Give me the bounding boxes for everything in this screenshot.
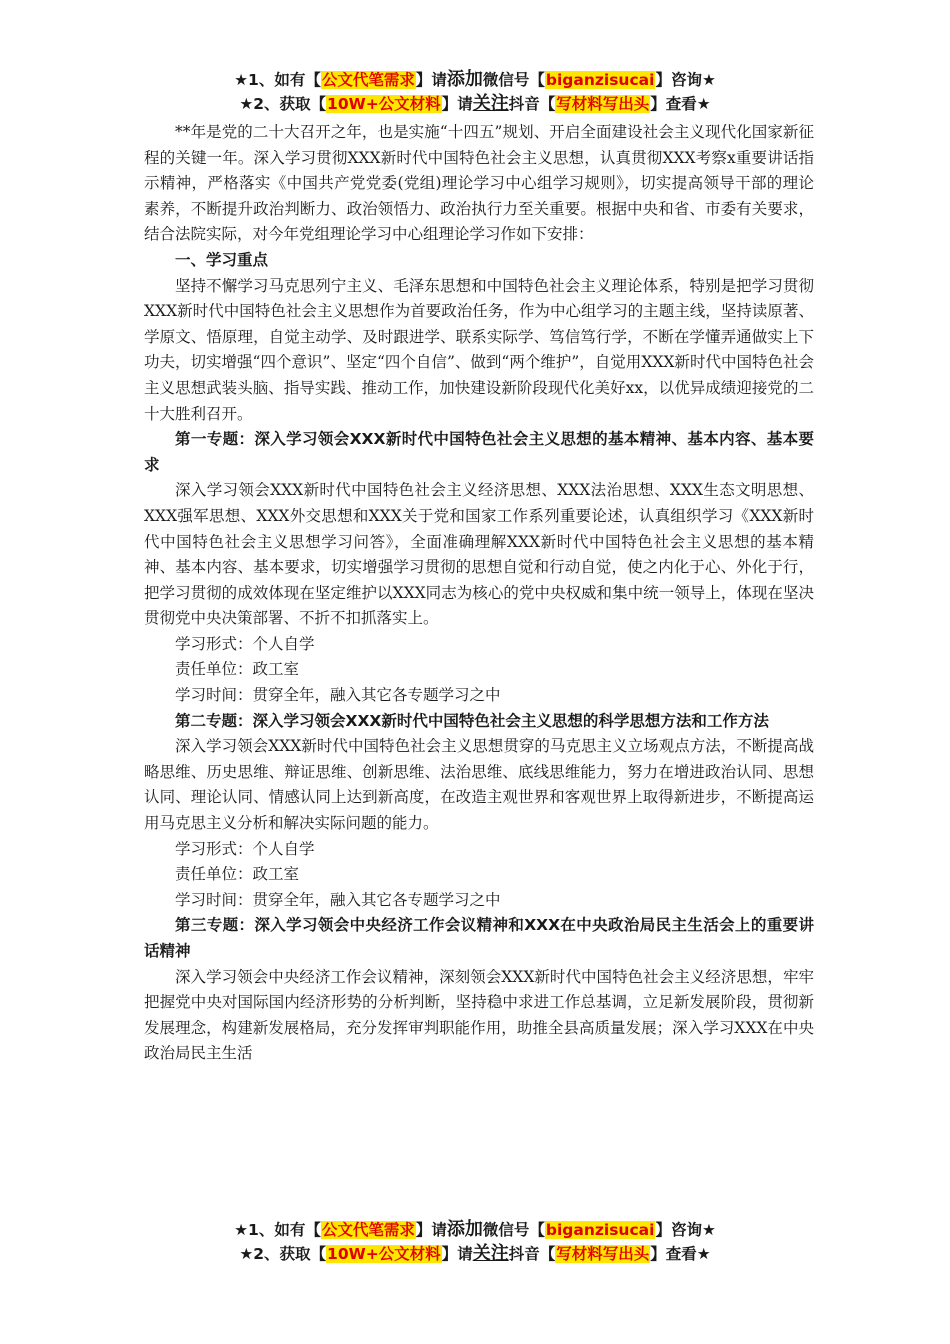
study-time: 学习时间：贯穿全年，融入其它各专题学习之中 xyxy=(175,890,501,909)
topic-heading: 第二专题：深入学习领会XXX新时代中国特色社会主义思想的科学思想方法和工作方法 xyxy=(175,711,769,730)
banner-highlight: biganzisucai xyxy=(545,71,655,89)
body-paragraph: 深入学习领会XXX新时代中国特色社会主义思想贯穿的马克思主义立场观点方法，不断提高战略思维、历史思维、辩证思维、创新思维、法治思维、底线思维能力，努力在增进政治认同、思想认同、理论认同、情感认同上达到新高度，在改造主观世界和客观世界上取得新进步，不断提高运用马克思主义分析和解决实际问题的能力。 xyxy=(144,737,814,833)
ad-banner-bottom xyxy=(0,1218,950,1266)
banner-text: 微信号【 xyxy=(482,71,545,89)
banner-highlight: 10W+公文材料 xyxy=(327,95,441,113)
banner-text: ★1、如有【 xyxy=(234,71,321,89)
topic-heading: 第三专题：深入学习领会中央经济工作会议精神和XXX在中央政治局民主生活会上的重要讲话精神 xyxy=(144,916,814,960)
banner-highlight: 公文代笔需求 xyxy=(321,1221,415,1239)
intro-paragraph: **年是党的二十大召开之年，也是实施“十四五”规划、开启全面建设社会主义现代化国家新征程的关键一年。深入学习贯彻XXX新时代中国特色社会主义思想，认真贯彻XXX考察x重要讲话指示精神，严格落实《中国共产党党委(党组)理论学习中心组学习规则》，切实提高领导干部的理论素养，不断提升政治判断力、政治领悟力、政治执行力至关重要。根据中央和省、市委有关要求，结合法院实际，对今年党组理论学习中心组理论学习作如下安排： xyxy=(144,123,814,244)
banner-text: 抖音【 xyxy=(508,95,556,113)
banner-text: 】咨询★ xyxy=(655,71,716,89)
banner-text: ★2、获取【 xyxy=(239,1245,327,1263)
banner-emphasis: 添加 xyxy=(446,1219,483,1240)
responsible-unit: 责任单位：政工室 xyxy=(175,865,300,884)
banner-highlight: 写材料写出头 xyxy=(556,1245,650,1263)
study-form: 学习形式：个人自学 xyxy=(175,634,315,653)
section-heading: 一、学习重点 xyxy=(175,250,269,269)
banner-highlight: 公文代笔需求 xyxy=(321,71,415,89)
banner-text: ★2、获取【 xyxy=(239,95,327,113)
banner-text: 】请 xyxy=(441,95,473,113)
ad-banner-top xyxy=(0,68,950,116)
banner-emphasis: 关注 xyxy=(472,1243,509,1264)
banner-text: 】查看★ xyxy=(650,1245,711,1263)
document-body xyxy=(144,120,814,1067)
responsible-unit: 责任单位：政工室 xyxy=(175,660,300,679)
banner-emphasis: 关注 xyxy=(472,93,509,114)
banner-line-2 xyxy=(0,1242,950,1266)
body-paragraph: 深入学习领会XXX新时代中国特色社会主义经济思想、XXX法治思想、XXX生态文明思想、XXX强军思想、XXX外交思想和XXX关于党和国家工作系列重要论述，认真组织学习《XXX新时代中国特色社会主义思想学习问答》，全面准确理解XXX新时代中国特色社会主义思想的基本精神、基本内容、基本要求，切实增强学习贯彻的思想自觉和行动自觉，使之内化于心、外化于行，把学习贯彻的成效体现在坚定维护以XXX同志为核心的党中央权威和集中统一领导上，体现在坚决贯彻党中央决策部署、不折不扣抓落实上。 xyxy=(144,481,814,628)
banner-line-1 xyxy=(0,68,950,92)
banner-text: 】请 xyxy=(415,1221,447,1239)
body-paragraph: 坚持不懈学习马克思列宁主义、毛泽东思想和中国特色社会主义理论体系，特别是把学习贯彻XXX新时代中国特色社会主义思想作为首要政治任务，作为中心组学习的主题主线，坚持读原著、学原文、悟原理，自觉主动学、及时跟进学、联系实际学、笃信笃行学，不断在学懂弄通做实上下功夫，切实增强“四个意识”、坚定“四个自信”、做到“两个维护”，自觉用XXX新时代中国特色社会主义思想武装头脑、指导实践、推动工作，加快建设新阶段现代化美好xx，以优异成绩迎接党的二十大胜利召开。 xyxy=(144,276,814,423)
banner-highlight: 写材料写出头 xyxy=(556,95,650,113)
banner-highlight: biganzisucai xyxy=(545,1221,655,1239)
study-time: 学习时间：贯穿全年，融入其它各专题学习之中 xyxy=(175,686,501,705)
banner-text: 抖音【 xyxy=(508,1245,556,1263)
body-paragraph: 深入学习领会中央经济工作会议精神，深刻领会XXX新时代中国特色社会主义经济思想，牢牢把握党中央对国际国内经济形势的分析判断，坚持稳中求进工作总基调，立足新发展阶段，贯彻新发展理念，构建新发展格局，充分发挥审判职能作用，助推全县高质量发展；深入学习XXX在中央政治局民主生活 xyxy=(144,967,814,1063)
banner-line-1 xyxy=(0,1218,950,1242)
banner-text: 微信号【 xyxy=(482,1221,545,1239)
banner-text: 】请 xyxy=(415,71,447,89)
topic-heading: 第一专题：深入学习领会XXX新时代中国特色社会主义思想的基本精神、基本内容、基本要求 xyxy=(144,430,814,474)
study-form: 学习形式：个人自学 xyxy=(175,839,315,858)
banner-text: 】咨询★ xyxy=(655,1221,716,1239)
banner-highlight: 10W+公文材料 xyxy=(327,1245,441,1263)
banner-emphasis: 添加 xyxy=(446,69,483,90)
banner-line-2 xyxy=(0,92,950,116)
banner-text: ★1、如有【 xyxy=(234,1221,321,1239)
banner-text: 】请 xyxy=(441,1245,473,1263)
banner-text: 】查看★ xyxy=(650,95,711,113)
